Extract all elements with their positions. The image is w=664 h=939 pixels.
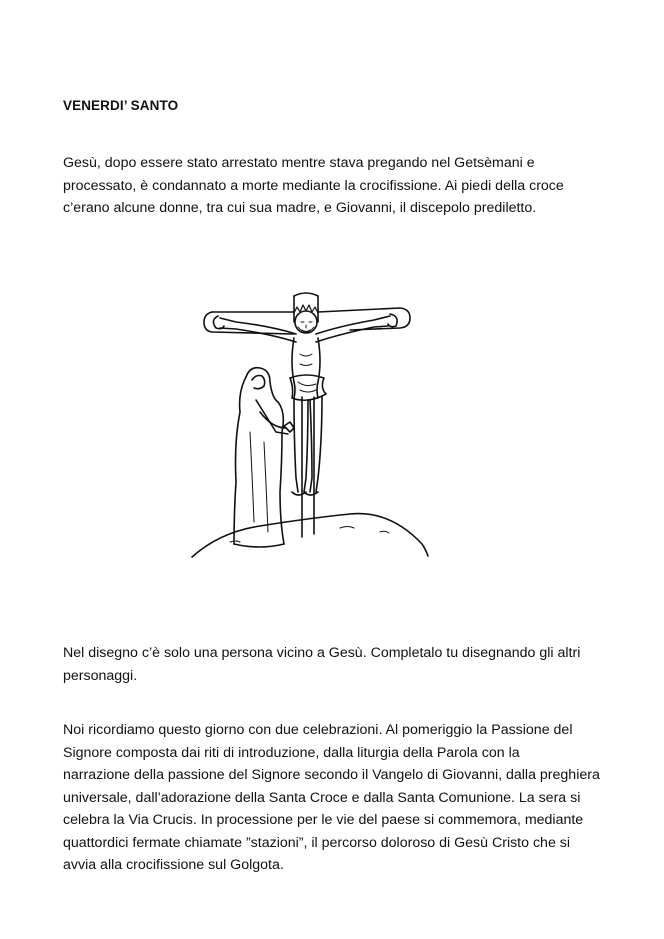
- paragraph-line: Nel disegno c’è solo una persona vicino a Gesù. Completalo tu disegnando gli altri: [63, 645, 581, 661]
- paragraph-line: celebra la Via Crucis. In processione per le vie del paese si commemora, mediante: [63, 812, 584, 828]
- paragraph-line: personaggi.: [63, 667, 138, 684]
- paragraph-line: universale, dall’adorazione della Santa Croce e dalla Santa Comunione. La sera si: [63, 789, 581, 806]
- page-title: VENERDI’ SANTO: [63, 98, 179, 113]
- paragraph-line: processato, è condannato a morte mediante la crocifissione. Ai piedi della croce: [63, 177, 564, 194]
- crucifixion-drawing: [190, 282, 430, 572]
- paragraph-line: avvia alla crocifissione sul Golgota.: [63, 857, 284, 873]
- paragraph-line: Gesù, dopo essere stato arrestato mentre stava pregando nel Getsèmani e: [63, 155, 535, 171]
- paragraph-line: c’erano alcune donne, tra cui sua madre, e Giovanni, il discepolo prediletto.: [63, 200, 537, 216]
- paragraph-line: Noi ricordiamo questo giorno con due celebrazioni. Al pomeriggio la Passione del: [63, 722, 573, 738]
- paragraph-line: Signore composta dai riti di introduzione, dalla liturgia della Parola con la: [63, 744, 520, 761]
- instruction-paragraph: [63, 642, 623, 687]
- paragraph-line: narrazione della passione del Signore secondo il Vangelo di Giovanni, dalla preghiera: [63, 767, 600, 783]
- paragraph-line: quattordici fermate chiamate ”stazioni”, il percorso doloroso di Gesù Cristo che si: [63, 834, 571, 851]
- intro-paragraph: [63, 152, 623, 220]
- celebration-paragraph: [63, 719, 623, 877]
